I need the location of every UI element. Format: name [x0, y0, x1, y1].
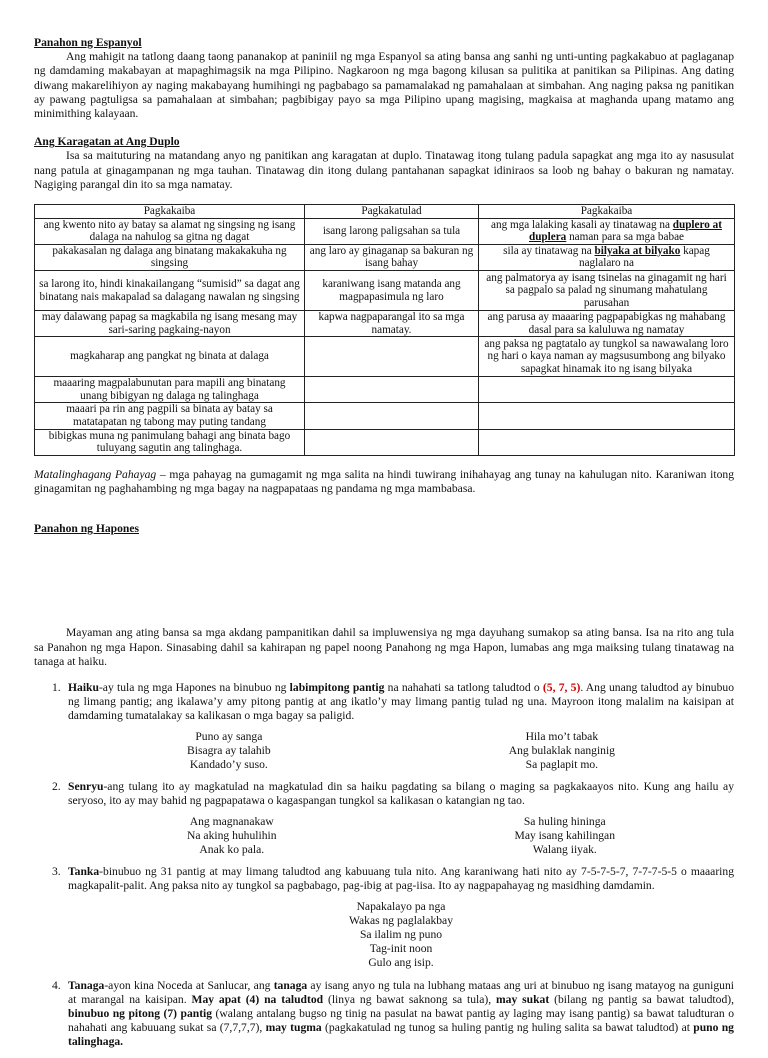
list-item — [34, 865, 734, 970]
section-heading-hapones: Panahon ng Hapones — [34, 522, 140, 536]
table-row — [35, 377, 735, 403]
table-cell-pagkakaiba-2 — [479, 244, 735, 270]
cell-text: ang palmatorya ay isang tsinelas na ginagamit ng hari sa pagpalo sa palad ng sinumang mahatulang parusahan — [486, 271, 727, 309]
karagatan-paragraph: Isa sa maituturing na matandang anyo ng panitikan ang karagatan at duplo. Tinatawag itong tulang padula sapagkat ang mga ito ay nasusulat nang patula at ginagampanan ng mga tauhan. Tinatawag din itong dulang pantahanan sapagkat idiniraos sa loob ng bahay o bakuran ng namatay. Nagiging parangal din ito sa mga namatay. — [34, 149, 734, 191]
section-heading-espanyol: Panahon ng Espanyol — [34, 36, 142, 49]
table-cell-pagkakaiba-2 — [479, 403, 735, 429]
text-run: tanaga — [273, 978, 308, 992]
text-run: may tugma — [265, 1021, 322, 1035]
text-run: -ay tula ng mga Hapones na binubuo ng — [98, 680, 290, 694]
table-header-row — [35, 205, 735, 219]
text-run: binubuo ng pitong (7) pantig — [68, 1007, 213, 1021]
table-cell-pagkakatulad — [305, 429, 479, 455]
poem-example — [509, 730, 615, 773]
poem-line: Ang bulaklak nanginig — [508, 743, 615, 757]
cell-emphasis: duplero at duplera — [528, 218, 722, 244]
table-cell-pagkakatulad: isang larong paligsahan sa tula — [305, 218, 479, 244]
list-item-text — [68, 780, 734, 808]
text-run: (bilang ng pantig sa bawat taludtod), — [549, 992, 734, 1006]
table-cell-pagkakatulad: ang laro ay ginaganap sa bakuran ng isang bahay — [305, 244, 479, 270]
table-row — [35, 271, 735, 311]
list-item — [34, 780, 734, 857]
table-cell-pagkakatulad — [305, 377, 479, 403]
poem-line: Na aking huhulihin — [187, 828, 277, 842]
table-header: Pagkakaiba — [35, 205, 305, 219]
list-item-text — [68, 681, 734, 724]
table-cell-pagkakaiba: pakakasalan ng dalaga ang binatang makakakuha ng singsing — [35, 244, 305, 270]
poem-examples — [68, 815, 734, 858]
table-row — [35, 403, 735, 429]
poem-line: Ang magnanakaw — [189, 814, 274, 828]
table-row — [35, 429, 735, 455]
table-cell-pagkakaiba-2 — [479, 337, 735, 377]
poem-line: Kandado’y suso. — [189, 757, 268, 771]
poem-line: Puno ay sanga — [195, 729, 263, 743]
list-number: 1. — [52, 680, 61, 694]
text-run: Haiku — [68, 680, 99, 694]
table-cell-pagkakatulad: kapwa nagpaparangal ito sa mga namatay. — [305, 311, 479, 337]
text-run: na nahahati sa tatlong taludtod o — [384, 680, 543, 694]
text-run: May apat (4) na taludtod — [191, 992, 324, 1006]
table-cell-pagkakaiba-2 — [479, 377, 735, 403]
text-run: (walang antalang bugso ng tinig na pasulat na bawat pantig ay laging may isang pantig) sa bawat taludturan o nahahati ang kabuuang sukat sa (7,7,7,7), — [68, 1007, 735, 1035]
poem-line: Anak ko pala. — [199, 843, 265, 856]
text-run: Senryu — [68, 780, 104, 794]
table-header: Pagkakaiba — [479, 205, 735, 219]
list-number: 2. — [52, 780, 61, 794]
table-cell-pagkakaiba-2 — [479, 271, 735, 311]
poem-example — [515, 815, 615, 858]
poem-line: Gulo ang isip. — [368, 956, 434, 970]
list-item-text — [68, 865, 734, 893]
text-run: Tanka — [68, 865, 100, 879]
text-run: -ang tulang ito ay magkatulad na magkatulad din sa haiku pagdating sa bilang o maging sa pagkakaayos nito. Kung ang hailu ay seryoso, ito ay may bahid ng pagpapatawa o kagaspangan tungkol sa kalikasan o katangian ng tao. — [68, 780, 734, 808]
text-run: -binubuo ng 31 pantig at may limang taludtod ang kabuuang tula nito. Ang karaniwang hati nito ay 7-5-7-5-7, 7-7-7-5-5 o maaaring magkapalit-palit. Ang paksa nito ay tungkol sa pagbabago, pag-ibig at pag-iisa. Ito ay nagpapahayag ng masidhing damdamin. — [68, 865, 734, 893]
cell-text: ang mga lalaking kasali ay tinatawag na — [491, 218, 673, 231]
table-row — [35, 337, 735, 377]
table-cell-pagkakaiba-2 — [479, 218, 735, 244]
table-row — [35, 218, 735, 244]
table-cell-pagkakaiba: sa larong ito, hindi kinakailangang “sumisid” sa dagat ang binatang nais makapalad sa dalagang nawalan ng singsing — [35, 271, 305, 311]
list-number: 3. — [52, 865, 61, 879]
poem-line: Hila mo’t tabak — [525, 729, 599, 743]
comparison-table — [34, 204, 735, 456]
text-run: . Ang unang taludtod ay binubuo ng limang pantig; ang ikalawa’y amy pitong pantig at ang ikatlo’y may limang pantig tulad ng una. Mayroon itong malalim na kaisipan at damdaming tumatalakay sa kalikasan o mga bagay sa paligid. — [68, 680, 734, 723]
table-cell-pagkakatulad — [305, 337, 479, 377]
poem-example — [187, 815, 277, 858]
table-cell-pagkakaiba: maaari pa rin ang pagpili sa binata ay batay sa matatapatan ng tabong may puting tandang — [35, 403, 305, 429]
poem-example — [187, 730, 271, 773]
text-run: may sukat — [496, 992, 550, 1006]
text-run: Tanaga — [68, 978, 105, 992]
text-run: -ayon kina Noceda at Sanlucar, ang — [104, 978, 274, 992]
poem-line: Sa ilalim ng puno — [359, 928, 443, 942]
table-cell-pagkakaiba: maaaring magpalabunutan para mapili ang binatang unang bibigyan ng dalaga ng talinghaga — [35, 377, 305, 403]
hapones-paragraph: Mayaman ang ating bansa sa mga akdang pampanitikan dahil sa impluwensiya ng mga dayuhang sumakop sa ating bansa. Isa na rito ang tula sa Panahon ng mga Hapon. Sinasabing dahil sa kahirapan ng papel noong Panahong ng mga Hapon, lumabas ang mga maiksing tulang tinatawag na tanaga at haiku. — [34, 626, 734, 668]
table-cell-pagkakaiba: may dalawang papag sa magkabila ng isang mesang may sari-saring pagkaing-nayon — [35, 311, 305, 337]
cell-text: ang paksa ng pagtatalo ay tungkol sa nawawalang loro ng hari o kaya naman ay magsusumbong ang bilyako sapagkat hinamak ito ng isang bilyaka — [484, 337, 729, 375]
text-run: (linya ng bawat saknong sa tula), — [323, 992, 497, 1006]
poem-line: Wakas ng paglalakbay — [348, 913, 453, 927]
table-cell-pagkakaiba-2 — [479, 311, 735, 337]
list-item — [34, 681, 734, 772]
table-row — [35, 311, 735, 337]
table-row — [35, 244, 735, 270]
list-item — [34, 979, 734, 1050]
text-run: (pagkakatulad ng tunog sa huling pantig ng huling salita sa bawat taludtod) at — [321, 1021, 694, 1035]
poem-line: Walang iiyak. — [532, 843, 597, 856]
text-run: ay isang anyo ng tula na lubhang mataas ang uri at binubuo ng isang matayog na guniguni at marangal na kaisipan. — [68, 978, 734, 1006]
document-page — [34, 36, 734, 1058]
text-run: puno ng talinghaga. — [68, 1021, 734, 1049]
table-cell-pagkakaiba-2 — [479, 429, 735, 455]
table-cell-pagkakatulad: karaniwang isang matanda ang magpapasimula ng laro — [305, 271, 479, 311]
list-item-text — [68, 979, 734, 1050]
cell-text: sila ay tinatawag na — [503, 244, 595, 257]
list-number: 4. — [52, 978, 61, 992]
cell-text: naman para sa mga babae — [566, 231, 685, 244]
poem-line: Tag-init noon — [369, 942, 433, 956]
poem-examples — [68, 730, 734, 773]
espanyol-paragraph: Ang mahigit na tatlong daang taong pananakop at paniniil ng mga Espanyol sa ating bansa ang sanhi ng unti-unting pagkakabuo at paglaganap ng damdaming makabayan at mapaghimagsik na mga Pilipino. Nagkaroon ng mga bagong kilusan sa pulitika at panitikan sa Pilipinas. Ang dating diwang makarelihiyon ay naging makabayang humihingi ng pagbabago sa pamamalakad ng pamahalaan at simbahan. Ang naging paksa ng panitikan ay pawang pagtuligsa sa pamahalaan at simbahan; pagbibigay payo sa mga Pilipino upang magising, magkaisa at maghanda upang matamo ang minimithing kalayaan. — [34, 50, 734, 121]
poem-line: Napakalayo pa nga — [356, 899, 446, 913]
text-run: labimpitong pantig — [289, 680, 385, 694]
table-header: Pagkakatulad — [305, 205, 479, 219]
matalinghaga-definition — [34, 468, 734, 496]
table-cell-pagkakaiba: ang kwento nito ay batay sa alamat ng singsing ng isang dalaga na nahulog sa gitna ng dagat — [35, 218, 305, 244]
matalinghaga-text: – mga pahayag na gumagamit ng mga salita na hindi tuwirang inihahayag ang tunay na kahulugan nito. Karaniwan itong ginagamitan ng paghahambing ng mga bagay na nagpapataas ng pandama ng mga mambabasa. — [34, 467, 734, 495]
poem-line: Bisagra ay talahib — [187, 743, 271, 757]
poem-types-list — [34, 681, 734, 1050]
matalinghaga-term: Matalinghagang Pahayag — [34, 467, 157, 481]
table-cell-pagkakaiba: magkaharap ang pangkat ng binata at dalaga — [35, 337, 305, 377]
text-run: (5, 7, 5) — [542, 680, 581, 694]
section-heading-karagatan: Ang Karagatan at Ang Duplo — [34, 135, 180, 149]
poem-line: May isang kahilingan — [514, 828, 615, 842]
poem-line: Sa paglapit mo. — [525, 757, 599, 771]
table-cell-pagkakaiba: bibigkas muna ng panimulang bahagi ang binata bago tuluyang sagutin ang talinghaga. — [35, 429, 305, 455]
poem-example — [68, 900, 734, 971]
cell-emphasis: bilyaka at bilyako — [594, 244, 681, 257]
cell-text: ang parusa ay maaaring pagpapabigkas ng mahabang dasal para sa kaluluwa ng namatay — [487, 311, 726, 336]
poem-line: Sa huling hininga — [523, 814, 606, 828]
table-cell-pagkakatulad — [305, 403, 479, 429]
cell-text: kapag naglalaro na — [579, 244, 710, 270]
